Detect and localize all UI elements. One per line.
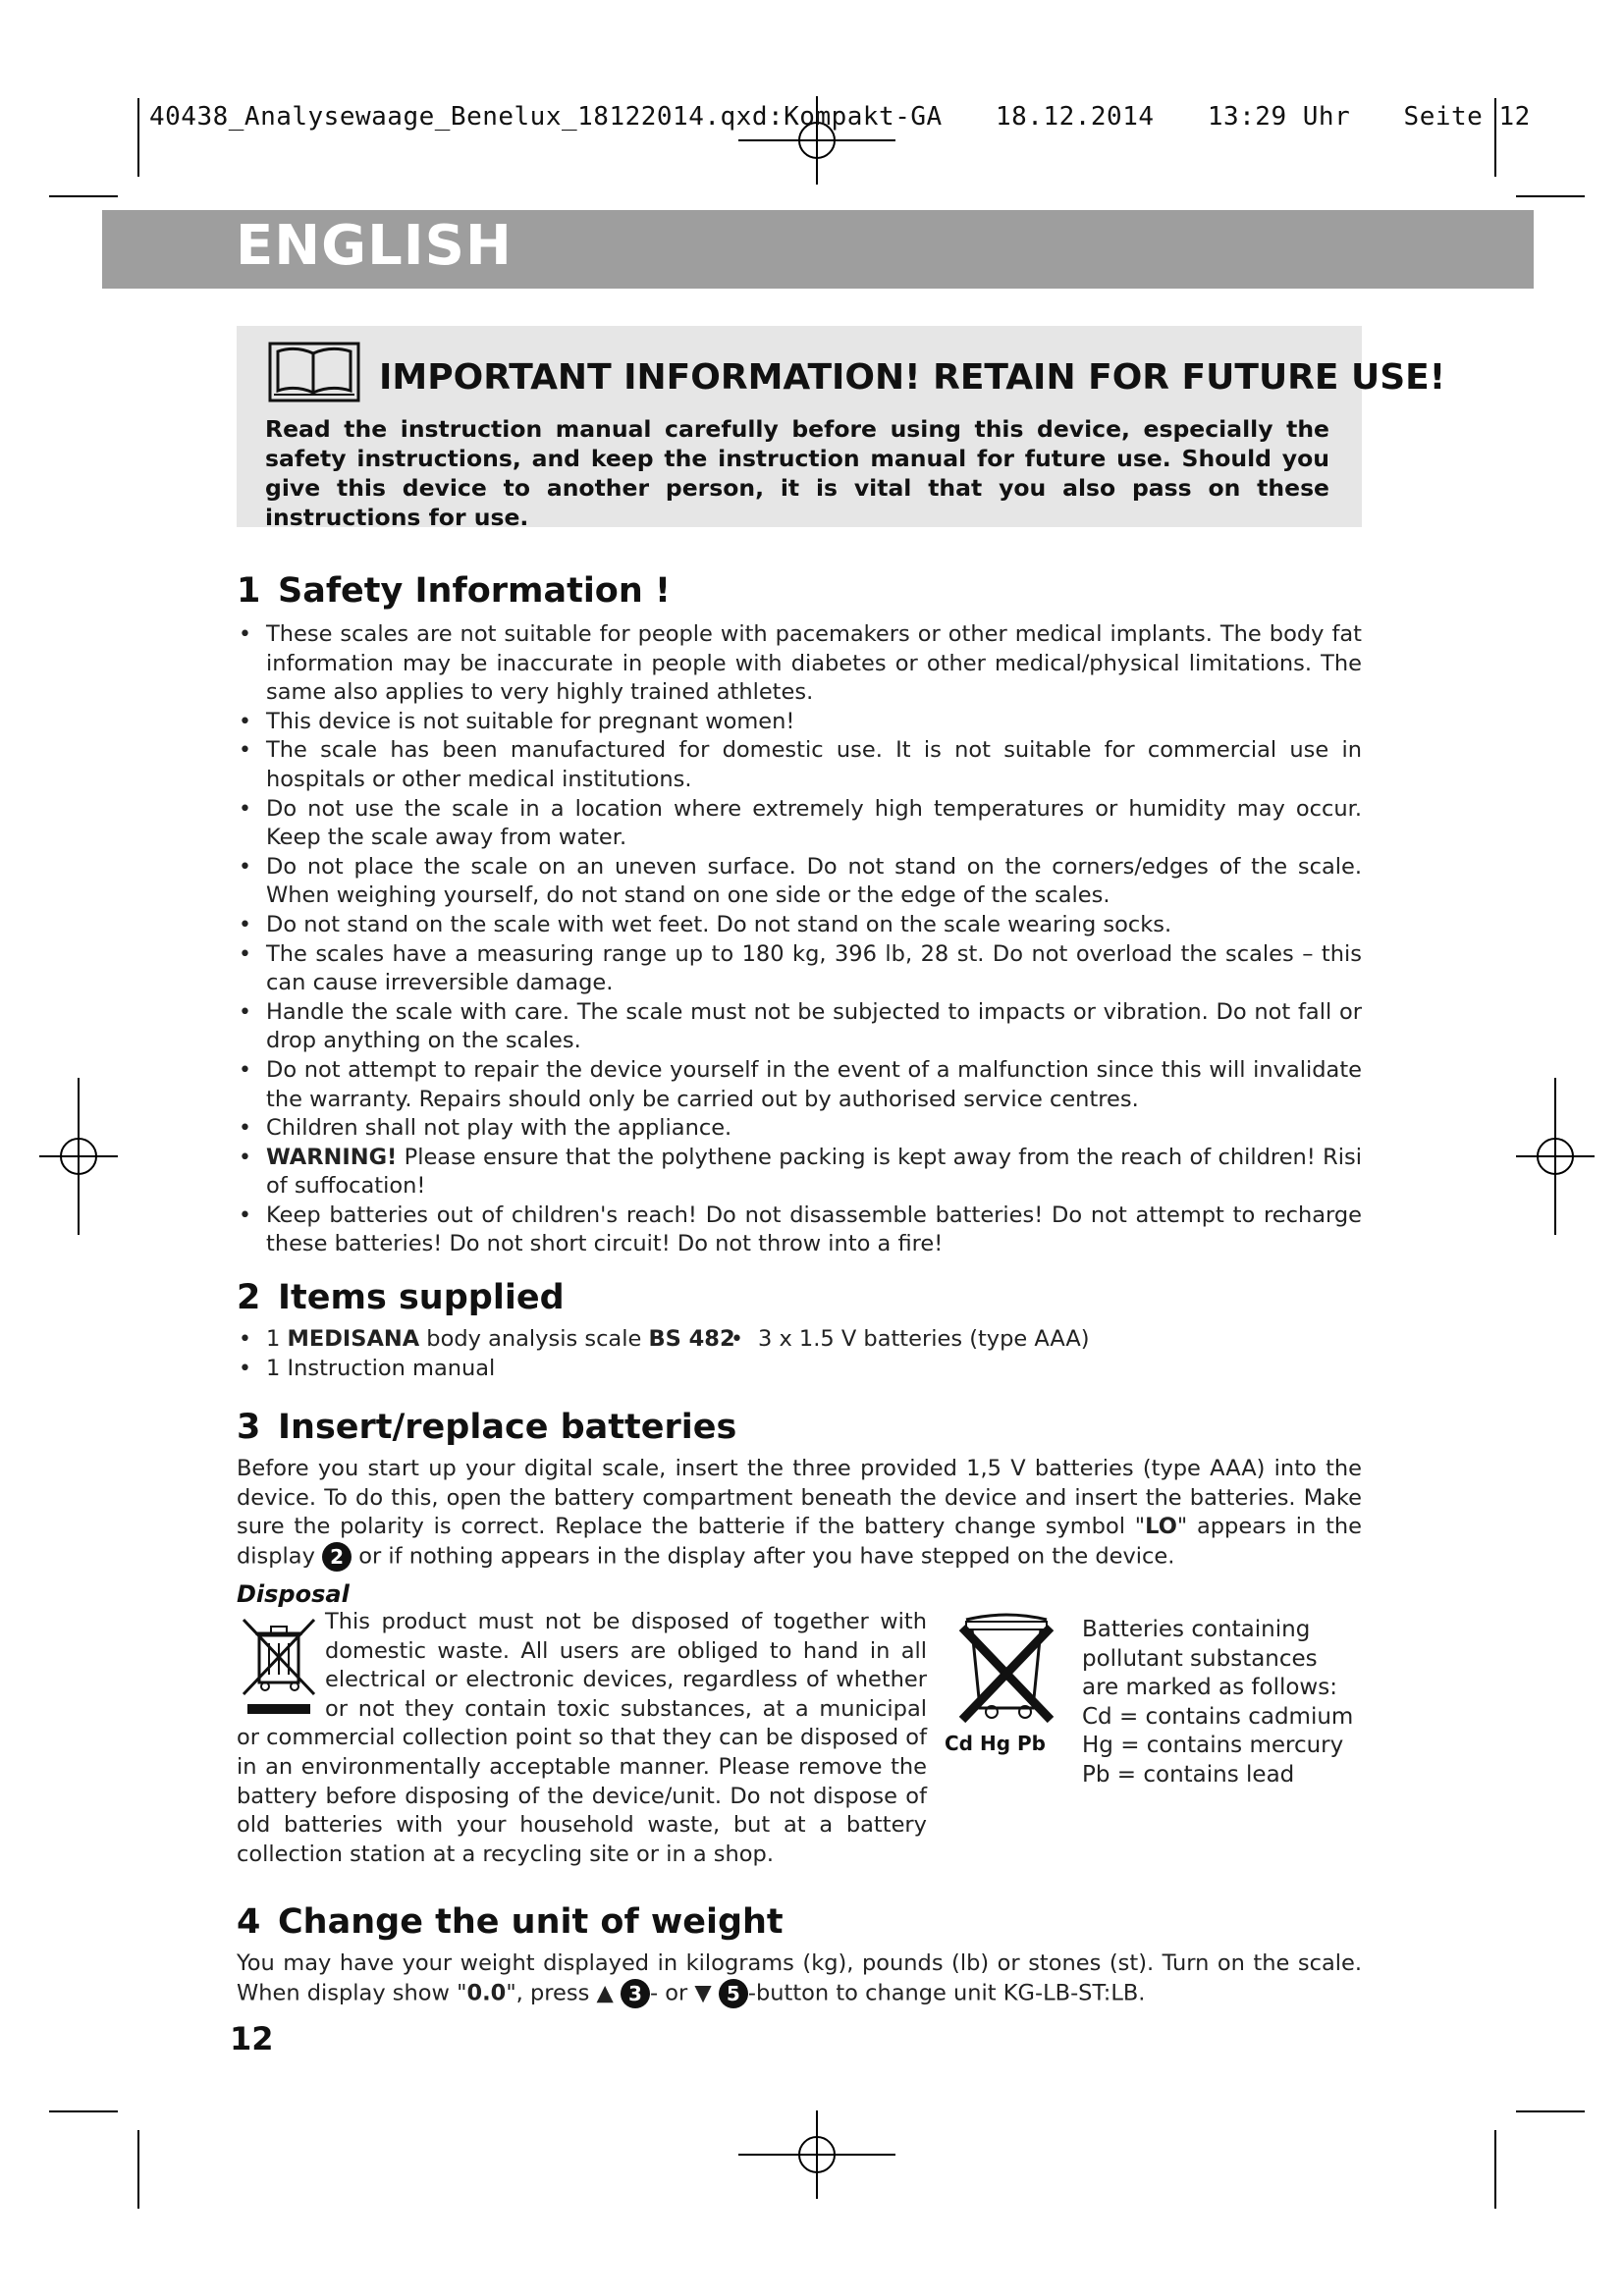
crop-mark bbox=[137, 98, 139, 177]
section-heading-safety bbox=[237, 571, 671, 611]
reference-number: 3 bbox=[621, 1979, 650, 2008]
section-number: 2 bbox=[237, 1278, 261, 1317]
section-number: 4 bbox=[237, 1902, 261, 1942]
warning-text: Please ensure that the polythene packing is kept away from the reach of children! Risi of suffocation! bbox=[266, 1144, 1362, 1200]
up-arrow-icon: ▲ bbox=[596, 1980, 614, 2005]
crop-mark bbox=[1516, 195, 1585, 197]
list-item: • These scales are not suitable for people with pacemakers or other medical implants. The body fat information may be inaccurate in people with diabetes or other medical/physical limitations. The same also applies to very highly trained athletes. bbox=[237, 620, 1362, 708]
registration-mark-left bbox=[39, 1078, 118, 1235]
list-item: • The scales have a measuring range up to 180 kg, 396 lb, 28 st. Do not overload the scales – this can cause irreversible damage. bbox=[237, 940, 1362, 998]
list-item-warning bbox=[237, 1144, 1362, 1201]
batteries-paragraph bbox=[237, 1455, 1362, 1572]
section-number: 3 bbox=[237, 1408, 261, 1447]
print-header-time: 13:29 Uhr bbox=[1207, 102, 1351, 132]
down-arrow-icon: ▼ bbox=[694, 1980, 712, 2005]
important-heading: IMPORTANT INFORMATION! RETAIN FOR FUTURE USE! bbox=[379, 357, 1446, 398]
battery-note-line: are marked as follows: bbox=[1082, 1675, 1337, 1701]
model-name: BS 482 bbox=[648, 1326, 735, 1352]
important-text: Read the instruction manual carefully before using this device, especially the safety instructions, and keep the instruction manual for future use. Should you give this device to another person, it is vital that you also pass on these instructions for use. bbox=[265, 415, 1329, 531]
lo-symbol: LO bbox=[1145, 1514, 1177, 1539]
list-item: • 3 x 1.5 V batteries (type AAA) bbox=[729, 1325, 1219, 1355]
crop-mark bbox=[1494, 2130, 1496, 2209]
list-item: • Children shall not play with the appliance. bbox=[237, 1114, 1362, 1144]
section-heading-batteries bbox=[237, 1408, 736, 1447]
paragraph-text: - or bbox=[649, 1980, 695, 2005]
crossed-battery-bin-icon bbox=[952, 1610, 1060, 1728]
disposal-text bbox=[237, 1608, 927, 1869]
battery-notes bbox=[1082, 1616, 1377, 1790]
list-item: • 1 Instruction manual bbox=[237, 1355, 924, 1384]
battery-note-line: Pb = contains lead bbox=[1082, 1761, 1295, 1788]
crop-mark bbox=[49, 195, 118, 197]
print-header-date: 18.12.2014 bbox=[995, 102, 1155, 132]
page-number: 12 bbox=[230, 2020, 274, 2057]
brand-name: MEDISANA bbox=[287, 1326, 420, 1352]
section-heading-unit bbox=[237, 1902, 784, 1942]
section-title: Items supplied bbox=[278, 1278, 565, 1317]
disposal-label: Disposal bbox=[237, 1580, 350, 1608]
paragraph-text: " appears in the display bbox=[237, 1514, 1363, 1569]
section-heading-items bbox=[237, 1278, 565, 1317]
battery-note-line: Cd = contains cadmium bbox=[1082, 1703, 1354, 1730]
unit-paragraph bbox=[237, 1949, 1362, 2008]
list-item: • Keep batteries out of children's reach! Do not disassemble batteries! Do not attempt to recharge these batteries! Do not short circuit! Do not throw into a fire! bbox=[237, 1201, 1362, 1259]
book-icon bbox=[268, 342, 360, 402]
registration-mark-bottom bbox=[738, 2110, 895, 2199]
registration-mark-right bbox=[1516, 1078, 1595, 1235]
reference-number: 2 bbox=[322, 1542, 352, 1572]
paragraph-text: -button to change unit KG-LB-ST:LB. bbox=[747, 1980, 1146, 2005]
list-item: • The scale has been manufactured for domestic use. It is not suitable for commercial use in hospitals or other medical institutions. bbox=[237, 736, 1362, 794]
print-header bbox=[149, 102, 1531, 132]
section-title: Insert/replace batteries bbox=[278, 1408, 737, 1447]
language-banner bbox=[102, 210, 1534, 289]
reference-number: 5 bbox=[719, 1979, 748, 2008]
print-header-file: 40438_Analysewaage_Benelux_18122014.qxd:Kompakt-GA bbox=[149, 102, 943, 132]
disposal-paragraph: This product must not be disposed of together with domestic waste. All users are obliged to hand in all electrical or electronic devices, regardless of whether or not they contain toxic substances, at a municipal or commercial collection point so that they can be disposed of in an environmentally acceptable manner. Please remove the battery before disposing of the device/unit. Do not dispose of old batteries with your household waste, but at a battery collection station at a recycling site or in a shop. bbox=[237, 1609, 927, 1867]
list-item: • Do not stand on the scale with wet feet. Do not stand on the scale wearing socks. bbox=[237, 911, 1362, 940]
crop-mark bbox=[1516, 2110, 1585, 2112]
paragraph-text: ", press bbox=[506, 1980, 597, 2005]
metals-label: Cd Hg Pb bbox=[945, 1732, 1046, 1755]
list-item: • Do not attempt to repair the device yourself in the event of a malfunction since this will invalidate the warranty. Repairs should only be carried out by authorised service centres. bbox=[237, 1056, 1362, 1114]
list-item: • Do not place the scale on an uneven surface. Do not stand on the corners/edges of the scale. When weighing yourself, do not stand on one side or the edge of the scales. bbox=[237, 853, 1362, 911]
battery-note-line: Hg = contains mercury bbox=[1082, 1733, 1344, 1759]
paragraph-text: Before you start up your digital scale, insert the three provided 1,5 V batteries (type AAA) into the device. To do this, open the battery compartment beneath the device and insert the batteries. Make sure the polarity is correct. Replace the batterie if the battery change symbol " bbox=[237, 1456, 1362, 1539]
crop-mark bbox=[49, 2110, 118, 2112]
list-item: • Handle the scale with care. The scale must not be subjected to impacts or vibration. Do not fall or drop anything on the scales. bbox=[237, 998, 1362, 1056]
safety-list bbox=[237, 620, 1362, 1259]
section-title: Change the unit of weight bbox=[278, 1902, 784, 1942]
battery-note-line: Batteries containing bbox=[1082, 1617, 1311, 1642]
paragraph-text: You may have your weight displayed in kilograms (kg), pounds (lb) or stones (st). Turn on the scale. When display show " bbox=[237, 1950, 1362, 2005]
crop-mark bbox=[137, 2130, 139, 2209]
items-list-right bbox=[729, 1325, 1219, 1355]
list-item: • Do not use the scale in a location where extremely high temperatures or humidity may occur. Keep the scale away from water. bbox=[237, 795, 1362, 853]
warning-label: WARNING! bbox=[266, 1144, 398, 1170]
display-value: 0.0 bbox=[466, 1980, 507, 2005]
section-number: 1 bbox=[237, 571, 261, 611]
important-info-box bbox=[237, 326, 1446, 531]
list-item: • This device is not suitable for pregnant women! bbox=[237, 708, 1362, 737]
item-text: 1 bbox=[266, 1326, 288, 1352]
paragraph-text: or if nothing appears in the display after you have stepped on the device. bbox=[352, 1543, 1175, 1569]
battery-note-line: pollutant substances bbox=[1082, 1645, 1318, 1672]
section-title: Safety Information ! bbox=[278, 571, 671, 611]
print-header-page: Seite 12 bbox=[1403, 102, 1531, 132]
item-text: body analysis scale bbox=[419, 1326, 649, 1352]
banner-title: ENGLISH bbox=[236, 214, 513, 278]
